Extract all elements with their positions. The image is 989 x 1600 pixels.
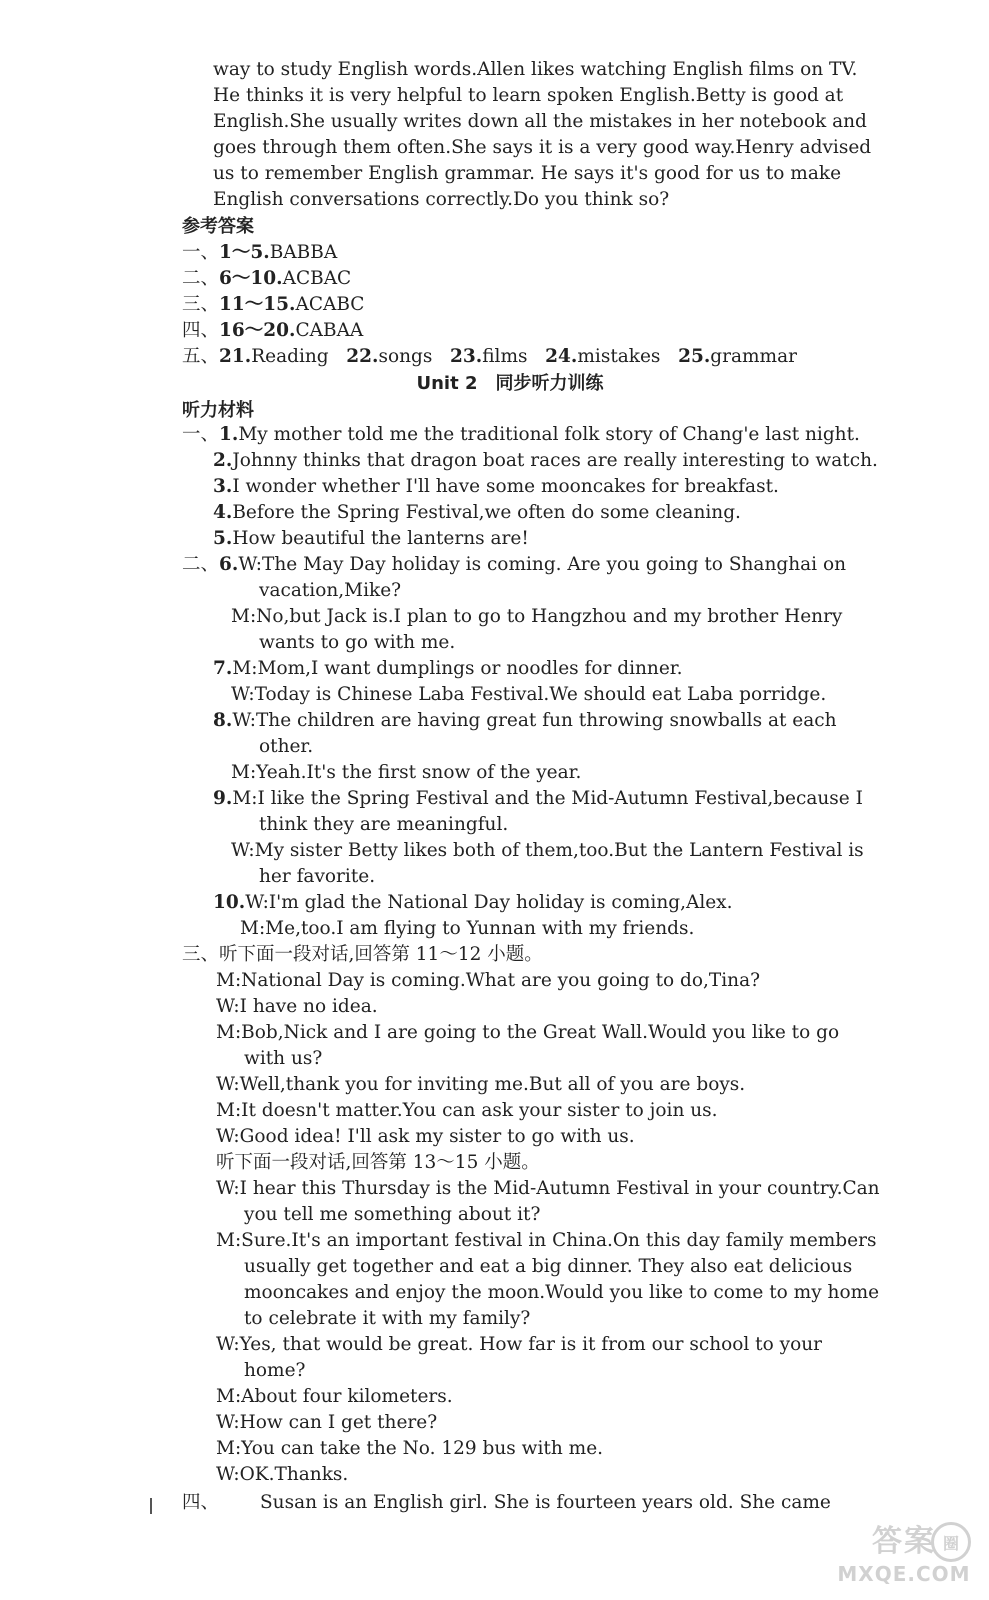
dialog-line: M:Yeah.It's the first snow of the year. <box>231 762 582 783</box>
dialog-line: M:You can take the No. 129 bus with me. <box>216 1438 604 1459</box>
dialog-line: M:No,but Jack is.I plan to go to Hangzhou and my brother Henry <box>231 606 843 627</box>
question-9: 9.M:I like the Spring Festival and the Mid-Autumn Festival,because I <box>213 788 863 809</box>
question-4: 4.Before the Spring Festival,we often do some cleaning. <box>213 502 741 523</box>
question-6: 二、6.W:The May Day holiday is coming. Are you going to Shanghai on <box>182 554 846 575</box>
question-8: 8.W:The children are having great fun throwing snowballs at each <box>213 710 837 731</box>
dialog-line: M:Bob,Nick and I are going to the Great Wall.Would you like to go <box>216 1022 840 1043</box>
dialog-line: other. <box>259 736 314 757</box>
passage-line: He thinks it is very helpful to learn spoken English.Betty is good at <box>213 85 844 106</box>
section-4-text: Susan is an English girl. She is fourteen years old. She came <box>260 1492 831 1513</box>
fill-answer-line: 五、21.Reading 22.songs 23.films 24.mistakes 25.grammar <box>182 346 797 367</box>
answer-line: 三、11～15.ACABC <box>182 294 365 315</box>
dialog-line: usually get together and eat a big dinner. They also eat delicious <box>244 1256 853 1277</box>
dialog-line: think they are meaningful. <box>259 814 509 835</box>
question-3: 3.I wonder whether I'll have some mooncakes for breakfast. <box>213 476 779 497</box>
answer-line: 四、16～20.CABAA <box>182 320 364 341</box>
question-7: 7.M:Mom,I want dumplings or noodles for dinner. <box>213 658 683 679</box>
dialog-line: W:How can I get there? <box>216 1412 438 1433</box>
margin-mark <box>150 1498 152 1514</box>
dialog-line: W:My sister Betty likes both of them,too.But the Lantern Festival is <box>231 840 864 861</box>
dialog-line: home? <box>244 1360 306 1381</box>
passage-line: goes through them often.She says it is a very good way.Henry advised <box>213 137 872 158</box>
answer-line: 一、1～5.BABBA <box>182 242 338 263</box>
question-2: 2.Johnny thinks that dragon boat races are really interesting to watch. <box>213 450 878 471</box>
dialog-line: wants to go with me. <box>259 632 456 653</box>
passage-line: way to study English words.Allen likes watching English films on TV. <box>213 59 858 80</box>
watermark-logo <box>829 1522 979 1594</box>
question-5: 5.How beautiful the lanterns are! <box>213 528 529 549</box>
dialog-line: W:Well,thank you for inviting me.But all of you are boys. <box>216 1074 746 1095</box>
dialog-line: with us? <box>244 1048 323 1069</box>
section-3-intro: 三、听下面一段对话,回答第 11～12 小题。 <box>182 944 543 965</box>
passage-line: English.She usually writes down all the mistakes in her notebook and <box>213 111 867 132</box>
dialog-line: M:About four kilometers. <box>216 1386 453 1407</box>
material-heading: 听力材料 <box>182 400 254 421</box>
dialog-line: W:Yes, that would be great. How far is it from our school to your <box>216 1334 822 1355</box>
watermark-circle: 圈 <box>931 1522 971 1562</box>
unit-title: Unit 2 同步听力训练 <box>416 373 604 394</box>
answers-heading: 参考答案 <box>182 216 254 237</box>
dialog-line: W:I have no idea. <box>216 996 378 1017</box>
dialog-line: W:Good idea! I'll ask my sister to go with us. <box>216 1126 635 1147</box>
dialog-line: to celebrate it with my family? <box>244 1308 531 1329</box>
dialog-line: her favorite. <box>259 866 376 887</box>
dialog-line: W:Today is Chinese Laba Festival.We should eat Laba porridge. <box>231 684 827 705</box>
dialog-line: M:Sure.It's an important festival in China.On this day family members <box>216 1230 877 1251</box>
dialog-line: M:National Day is coming.What are you going to do,Tina? <box>216 970 761 991</box>
answer-line: 二、6～10.ACBAC <box>182 268 352 289</box>
dialog-line: vacation,Mike? <box>259 580 402 601</box>
dialog-line: M:It doesn't matter.You can ask your sister to join us. <box>216 1100 718 1121</box>
watermark-url: MXQE.COM <box>837 1562 971 1586</box>
dialog-line: W:OK.Thanks. <box>216 1464 349 1485</box>
passage-line: us to remember English grammar. He says it's good for us to make <box>213 163 842 184</box>
section-3-intro-2: 听下面一段对话,回答第 13～15 小题。 <box>216 1152 540 1173</box>
question-10: 10.W:I'm glad the National Day holiday is coming,Alex. <box>213 892 733 913</box>
question-1: 一、1.My mother told me the traditional folk story of Chang'e last night. <box>182 424 860 445</box>
watermark-text: 答案 <box>872 1524 936 1559</box>
dialog-line: W:I hear this Thursday is the Mid-Autumn Festival in your country.Can <box>216 1178 880 1199</box>
dialog-line: you tell me something about it? <box>244 1204 541 1225</box>
section-4-prefix: 四、 <box>182 1492 220 1513</box>
dialog-line: mooncakes and enjoy the moon.Would you like to come to my home <box>244 1282 880 1303</box>
dialog-line: M:Me,too.I am flying to Yunnan with my friends. <box>240 918 695 939</box>
passage-line: English conversations correctly.Do you think so? <box>213 189 670 210</box>
